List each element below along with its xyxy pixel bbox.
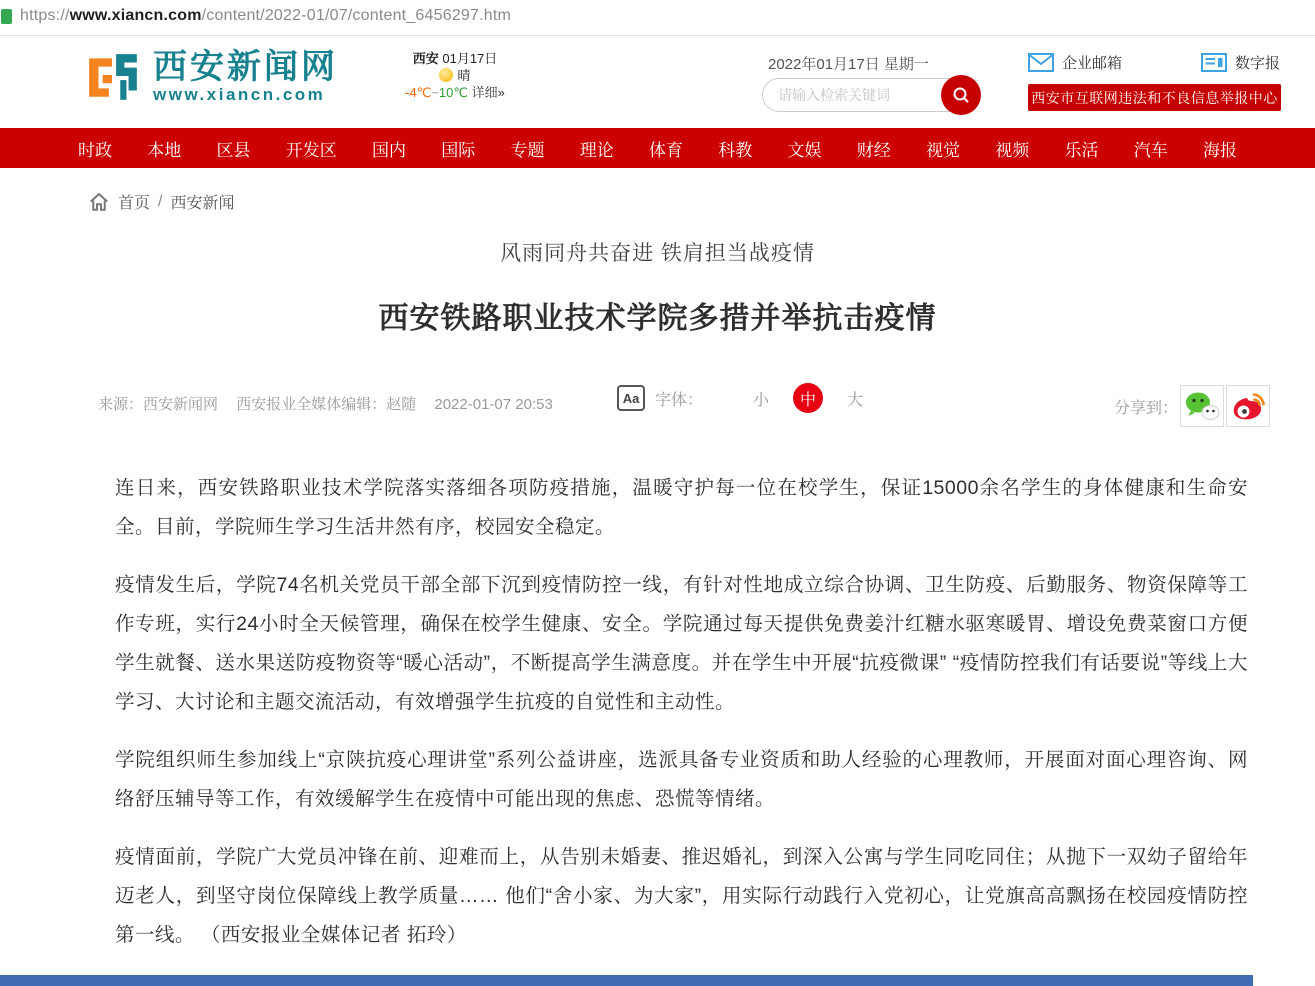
nav-item-shijue[interactable]: 视觉 <box>926 140 960 160</box>
main-navigation <box>0 128 1315 168</box>
weather-detail-link[interactable]: 详细» <box>471 85 505 100</box>
weather-city: 西安 <box>412 51 439 66</box>
site-title: 西安新闻网 <box>153 48 338 86</box>
nav-item-caijing[interactable]: 财经 <box>856 140 891 160</box>
digital-paper-label: 数字报 <box>1234 55 1280 72</box>
breadcrumb-separator: / <box>158 192 163 210</box>
nav-item-kaifaqu[interactable]: 开发区 <box>285 140 337 160</box>
nav-item-wenyu[interactable]: 文娱 <box>787 140 822 160</box>
font-size-large-button[interactable]: 大 <box>847 391 864 409</box>
nav-item-guoji[interactable]: 国际 <box>441 140 476 160</box>
site-url-label: www.xiancn.com <box>153 85 326 104</box>
site-logo[interactable] <box>85 49 338 105</box>
article-paragraph: 疫情面前，学院广大党员冲锋在前、迎难而上，从告别未婚妻、推迟婚礼，到深入公寓与学生同吃同住；从抛下一双幼子留给年迈老人，到坚守岗位保障线上教学质量…… 他们“舍小家、为大家”，用实际行动践行入党初心，让党旗高高飘扬在校园疫情防控第一线。 （西安报业全媒体记者 拓玲） <box>115 846 1248 946</box>
search-button[interactable] <box>941 75 981 115</box>
article-meta <box>98 393 567 414</box>
weather-tilde: ~ <box>431 85 439 100</box>
nav-item-lilun[interactable]: 理论 <box>579 140 614 160</box>
footer-strip <box>0 975 1253 986</box>
share-weibo-button[interactable] <box>1226 385 1270 427</box>
nav-item-qiche[interactable]: 汽车 <box>1133 140 1168 160</box>
search-icon <box>951 85 971 105</box>
url-path: /content/2022-01/07/content_6456297.htm <box>201 7 512 24</box>
weibo-icon <box>1230 390 1266 423</box>
weather-low: -4℃ <box>405 85 432 100</box>
nav-item-haibao[interactable]: 海报 <box>1203 140 1237 160</box>
article-paragraph: 学院组织师生参加线上“京陕抗疫心理讲堂”系列公益讲座，选派具备专业资质和助人经验的心理教师，开展面对面心理咨询、网络舒压辅导等工作，有效缓解学生在疫情中可能出现的焦虑、恐慌等情绪。 <box>115 749 1248 810</box>
meta-time: 2022-01-07 20:53 <box>434 396 553 413</box>
report-center-button[interactable]: 西安市互联网违法和不良信息举报中心 <box>1028 84 1281 111</box>
nav-item-quxian[interactable]: 区县 <box>216 140 251 160</box>
font-size-controls <box>617 383 863 413</box>
nav-item-tiyu[interactable]: 体育 <box>649 140 683 160</box>
nav-item-kejiao[interactable]: 科教 <box>718 140 753 160</box>
weather-date: 01月17日 <box>442 51 498 66</box>
breadcrumb-home[interactable]: 首页 <box>118 195 151 212</box>
nav-item-guonei[interactable]: 国内 <box>372 140 406 160</box>
share-controls <box>1114 385 1270 427</box>
current-date: 2022年01月17日 星期一 <box>768 56 929 73</box>
sun-icon <box>439 68 453 82</box>
article-paragraph: 连日来，西安铁路职业技术学院落实落细各项防疫措施，温暖守护每一位在校学生，保证15000余名学生的身体健康和生命安全。目前，学院师生学习生活井然有序，校园安全稳定。 <box>115 477 1248 538</box>
weather-widget <box>400 50 510 101</box>
weather-condition: 晴 <box>457 68 471 83</box>
wechat-icon <box>1184 390 1220 423</box>
site-logo-text <box>153 49 338 105</box>
article-body <box>115 469 1248 955</box>
digital-paper-link[interactable] <box>1201 52 1280 73</box>
font-size-icon: Aa <box>617 385 645 411</box>
enterprise-mail-link[interactable] <box>1028 52 1122 73</box>
envelope-icon <box>1028 53 1054 72</box>
article-meta-row <box>0 377 1315 435</box>
font-size-medium-button[interactable]: 中 <box>793 383 823 413</box>
newspaper-icon <box>1201 53 1227 72</box>
weather-high: 10℃ <box>438 85 468 100</box>
share-label: 分享到： <box>1113 399 1178 417</box>
url-scheme: https:// <box>20 7 70 24</box>
article-paragraph: 疫情发生后，学院74名机关党员干部全部下沉到疫情防控一线，有针对性地成立综合协调、卫生防疫、后勤服务、物资保障等工作专班，实行24小时全天候管理，确保在校学生健康、安全。学院通过每天提供免费姜汁红糖水驱寒暖胃、增设免费菜窗口方便学生就餐、送水果送防疫物资等“暖心活动”，不断提高学生满意度。并在学生中开展“抗疫微课” “疫情防控我们有话要说”等线上大学习、大讨论和主题交流活动，有效增强学生抗疫的自觉性和主动性。 <box>115 574 1248 713</box>
nav-item-zhuanti[interactable]: 专题 <box>510 140 545 160</box>
site-header <box>0 36 1315 128</box>
url-domain: www.xiancn.com <box>69 7 202 24</box>
font-size-small-button[interactable]: 小 <box>753 391 770 409</box>
article-title: 西安铁路职业技术学院多措并举抗击疫情 <box>378 302 937 335</box>
nav-item-shipin[interactable]: 视频 <box>995 140 1030 160</box>
enterprise-mail-label: 企业邮箱 <box>1062 55 1123 72</box>
meta-source: 来源：西安新闻网 <box>98 396 219 413</box>
address-url[interactable] <box>20 7 511 25</box>
nav-item-shizheng[interactable]: 时政 <box>78 140 112 160</box>
nav-item-lehuo[interactable]: 乐活 <box>1064 140 1099 160</box>
nav-item-bendi[interactable]: 本地 <box>147 140 182 160</box>
breadcrumb <box>88 190 1315 213</box>
meta-editor: 西安报业全媒体编辑：赵随 <box>236 396 417 413</box>
share-wechat-button[interactable] <box>1180 385 1224 427</box>
site-logo-mark-icon <box>85 49 141 105</box>
browser-url-bar[interactable] <box>0 0 1315 36</box>
article-kicker: 风雨同舟共奋进 铁肩担当战疫情 <box>500 242 815 265</box>
search-area <box>762 78 978 112</box>
quick-links <box>1028 52 1280 73</box>
breadcrumb-section[interactable]: 西安新闻 <box>170 195 235 212</box>
font-size-label: 字体： <box>655 391 704 409</box>
secure-page-icon <box>1 9 12 24</box>
home-icon <box>88 191 110 213</box>
